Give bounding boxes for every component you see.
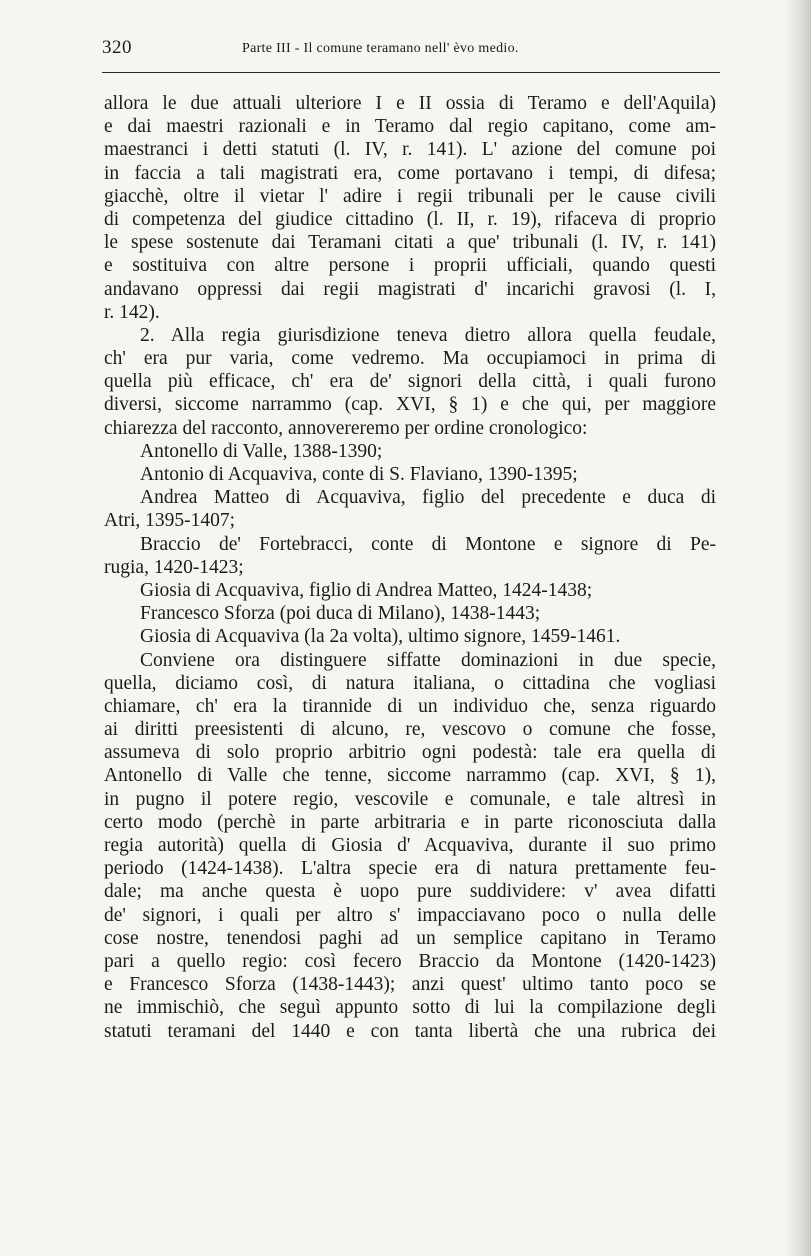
text-line: ai diritti preesistenti di alcuno, re, vescovo o comune che fosse,: [104, 719, 716, 741]
page-header: [102, 33, 720, 73]
header-rule: [102, 72, 720, 73]
text-line: dale; ma anche questa è uopo pure suddividere: v' avea difatti: [104, 881, 716, 903]
text-line: diversi, siccome narrammo (cap. XVI, § 1) e che qui, per maggiore: [104, 394, 716, 416]
text-line: giacchè, oltre il vietar l' adire i regii tribunali per le cause civili: [104, 185, 716, 207]
text-line: cose nostre, tenendosi paghi ad un semplice capitano in Teramo: [104, 927, 716, 949]
text-line: Braccio de' Fortebracci, conte di Montone e signore di Pe-: [140, 533, 716, 555]
text-line: 2. Alla regia giurisdizione teneva dietro allora quella feudale,: [140, 324, 716, 346]
text-line: di competenza del giudice cittadino (l. II, r. 19), rifaceva di proprio: [104, 208, 716, 230]
text-line: de' signori, i quali per altro s' impacciavano poco o nulla delle: [104, 904, 716, 926]
text-line: maestranci i detti statuti (l. IV, r. 141). L' azione del comune poi: [104, 139, 716, 161]
text-line: e Francesco Sforza (1438-1443); anzi quest' ultimo tanto poco se: [104, 974, 716, 996]
text-line: Giosia di Acquaviva (la 2a volta), ultimo signore, 1459-1461.: [140, 626, 621, 648]
text-line: pari a quello regio: così fecero Braccio da Montone (1420-1423): [104, 950, 716, 972]
page-edge: [785, 0, 811, 1256]
page-number: 320: [102, 37, 132, 58]
text-line: r. 142).: [104, 301, 160, 323]
text-line: rugia, 1420-1423;: [104, 556, 244, 578]
text-line: le spese sostenute dai Teramani citati a que' tribunali (l. IV, r. 141): [104, 232, 716, 254]
text-line: in pugno il potere regio, vescovile e comunale, e tale altresì in: [104, 788, 716, 810]
text-line: ch' era pur varia, come vedremo. Ma occupiamoci in prima di: [104, 348, 716, 370]
text-line: Giosia di Acquaviva, figlio di Andrea Matteo, 1424-1438;: [140, 579, 593, 601]
body-text: [104, 92, 716, 1043]
running-head: Parte III - Il comune teramano nell' èvo medio.: [242, 41, 519, 56]
text-line: andavano oppressi dai regii magistrati d' incarichi gravosi (l. I,: [104, 278, 716, 300]
text-line: in faccia a tali magistrati era, come portavano i tempi, di difesa;: [104, 162, 716, 184]
text-line: regia autorità) quella di Giosia d' Acquaviva, durante il suo primo: [104, 835, 716, 856]
text-line: Antonello di Valle che tenne, siccome narrammo (cap. XVI, § 1),: [104, 765, 716, 787]
text-line: chiarezza del racconto, annovereremo per ordine cronologico:: [104, 417, 588, 439]
text-line: periodo (1424-1438). L'altra specie era di natura prettamente feu-: [104, 858, 716, 880]
text-line: Conviene ora distinguere siffatte dominazioni in due specie,: [140, 649, 716, 671]
text-line: ne immischiò, che seguì appunto sotto di lui la compilazione degli: [104, 997, 716, 1019]
text-line: certo modo (perchè in parte arbitraria e in parte riconosciuta dalla: [104, 811, 716, 833]
text-line: e sostituiva con altre persone i proprii ufficiali, quando questi: [104, 255, 716, 277]
text-line: Andrea Matteo di Acquaviva, figlio del precedente e duca di: [140, 487, 716, 509]
text-line: statuti teramani del 1440 e con tanta libertà che una rubrica dei: [104, 1020, 716, 1042]
text-line: chiamare, ch' era la tirannide di un individuo che, senza riguardo: [104, 695, 716, 717]
text-line: e dai maestri razionali e in Teramo dal regio capitano, come am-: [104, 116, 716, 138]
text-line: Antonio di Acquaviva, conte di S. Flaviano, 1390-1395;: [140, 464, 578, 485]
text-line: assumeva di solo proprio arbitrio ogni podestà: tale era quella di: [104, 742, 716, 764]
text-line: Atri, 1395-1407;: [104, 510, 236, 532]
text-line: Antonello di Valle, 1388-1390;: [140, 440, 383, 462]
text-line: quella più efficace, ch' era de' signori della città, i quali furono: [104, 371, 716, 393]
text-line: quella, diciamo così, di natura italiana, o cittadina che vogliasi: [104, 672, 716, 694]
text-line: Francesco Sforza (poi duca di Milano), 1438-1443;: [140, 603, 541, 625]
text-line: allora le due attuali ulteriore I e II ossia di Teramo e dell'Aquila): [104, 93, 716, 114]
